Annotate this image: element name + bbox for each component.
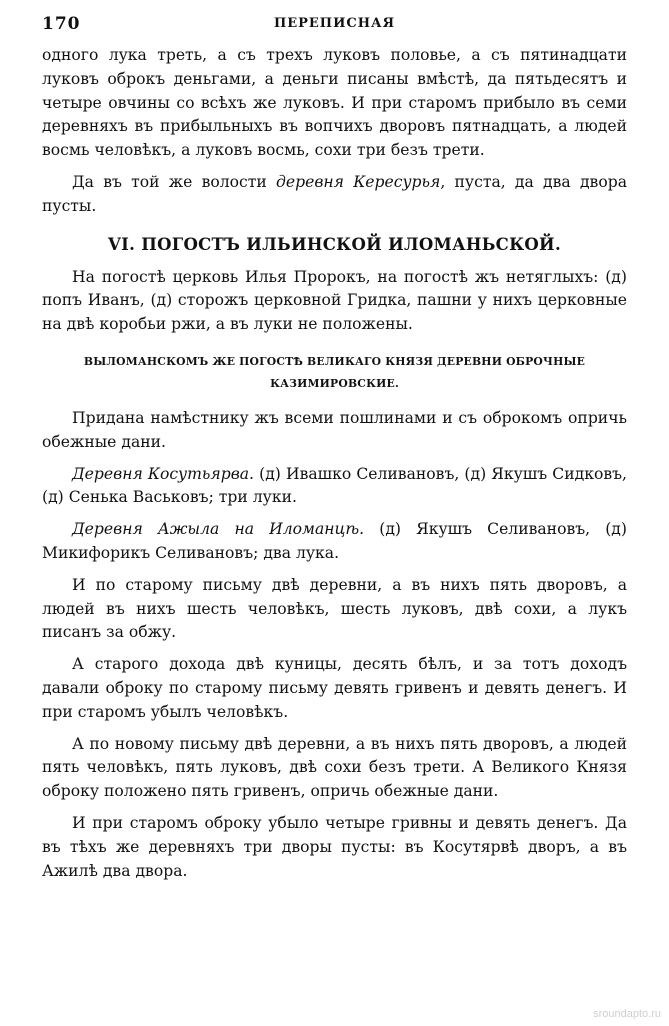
paragraph-tribute-luki: одного лука треть, а съ трехъ луковъ половье, а съ пятинадцати луковъ оброкъ деньгами, а деньги писаны вмѣстѣ, да пятьдесятъ и четыре овчины со всѣхъ же луковъ. И при старомъ прибыло въ семи деревняхъ въ прибыльныхъ въ вопчихъ дворовъ пятнадцать, а людей восмь человѣкъ, а луковъ восмь, сохи три безъ трети. xyxy=(42,46,627,160)
paragraph-pogost-church: На погостѣ церковь Илья Пророкъ, на погостѣ жъ нетяглыхъ: (д) попъ Иванъ, (д) сторожъ церковной Гридка, пашни у нихъ церковные на двѣ коробьи ржи, а въ луки не положены. xyxy=(42,267,627,334)
village-residents-kosutyarva: (д) Ивашко Селивановъ, (д) Якушъ Сидковъ, (д) Сенька Васьковъ; три луки. xyxy=(42,464,627,507)
paragraph-village-azhyla xyxy=(42,518,627,566)
paragraph-village-kresurya xyxy=(42,171,627,219)
section-title: VI. ПОГОСТЪ ИЛЬИНСКОЙ ИЛОМАНЬСКОЙ. xyxy=(107,234,561,254)
village-name-azhyla: Деревня Ажыла на Иломанцѣ. xyxy=(72,520,365,539)
village-name-kosutyarva: Деревня Косутьярва. xyxy=(72,464,255,483)
book-page xyxy=(42,14,627,883)
page-number: 170 xyxy=(42,14,81,34)
paragraph-village-kosutyarva xyxy=(42,463,627,511)
paragraph-old-income: А старого дохода двѣ куницы, десять бѣлъ, и за тотъ доходъ давали оброку по старому письму девять гривенъ и девять денегъ. И при старомъ убылъ человѣкъ. xyxy=(42,655,627,721)
running-title: ПЕРЕПИСНАЯ xyxy=(273,16,396,31)
paragraph-namestnik: Придана намѣстнику жъ всеми пошлинами и съ оброкомъ опричь обежные дани. xyxy=(42,408,627,451)
paragraph-old-census: И по старому письму двѣ деревни, а въ нихъ пять дворовъ, а людей въ нихъ шесть человѣкъ, шесть луковъ, двѣ сохи, а лукъ писанъ за обжу. xyxy=(42,575,627,642)
text-prefix: Да въ той же волости xyxy=(72,172,277,191)
village-residents-azhyla: (д) Якушъ Селивановъ, (д) Микифорикъ Селивановъ; два лука. xyxy=(42,520,627,562)
village-name-kresurya: деревня Кересурья xyxy=(276,172,441,191)
running-head xyxy=(42,14,627,44)
text-suffix: , пуста, да два двора пусты. xyxy=(42,172,627,215)
watermark: sroundapto.ru xyxy=(593,1008,661,1020)
subheading-obrochnye-derevni: ВЫЛОМАНСКОМЪ ЖЕ ПОГОСТѢ ВЕЛИКАГО КНЯЗЯ ДЕРЕВНИ ОБРОЧНЫЕ КАЗИМИРОВСКИЕ. xyxy=(83,354,586,390)
paragraph-loss: И при старомъ оброку убыло четыре гривны и девять денегъ. Да въ тѣхъ же деревняхъ три дворы пусты: въ Косутярвѣ дворъ, а въ Ажилѣ два двора. xyxy=(42,813,627,880)
paragraph-new-census: А по новому письму двѣ деревни, а въ нихъ пять дворовъ, а людей пять человѣкъ, пять луковъ, двѣ сохи безъ трети. А Великого Князя оброку положено пять гривенъ, опричь обежные дани. xyxy=(42,734,627,801)
